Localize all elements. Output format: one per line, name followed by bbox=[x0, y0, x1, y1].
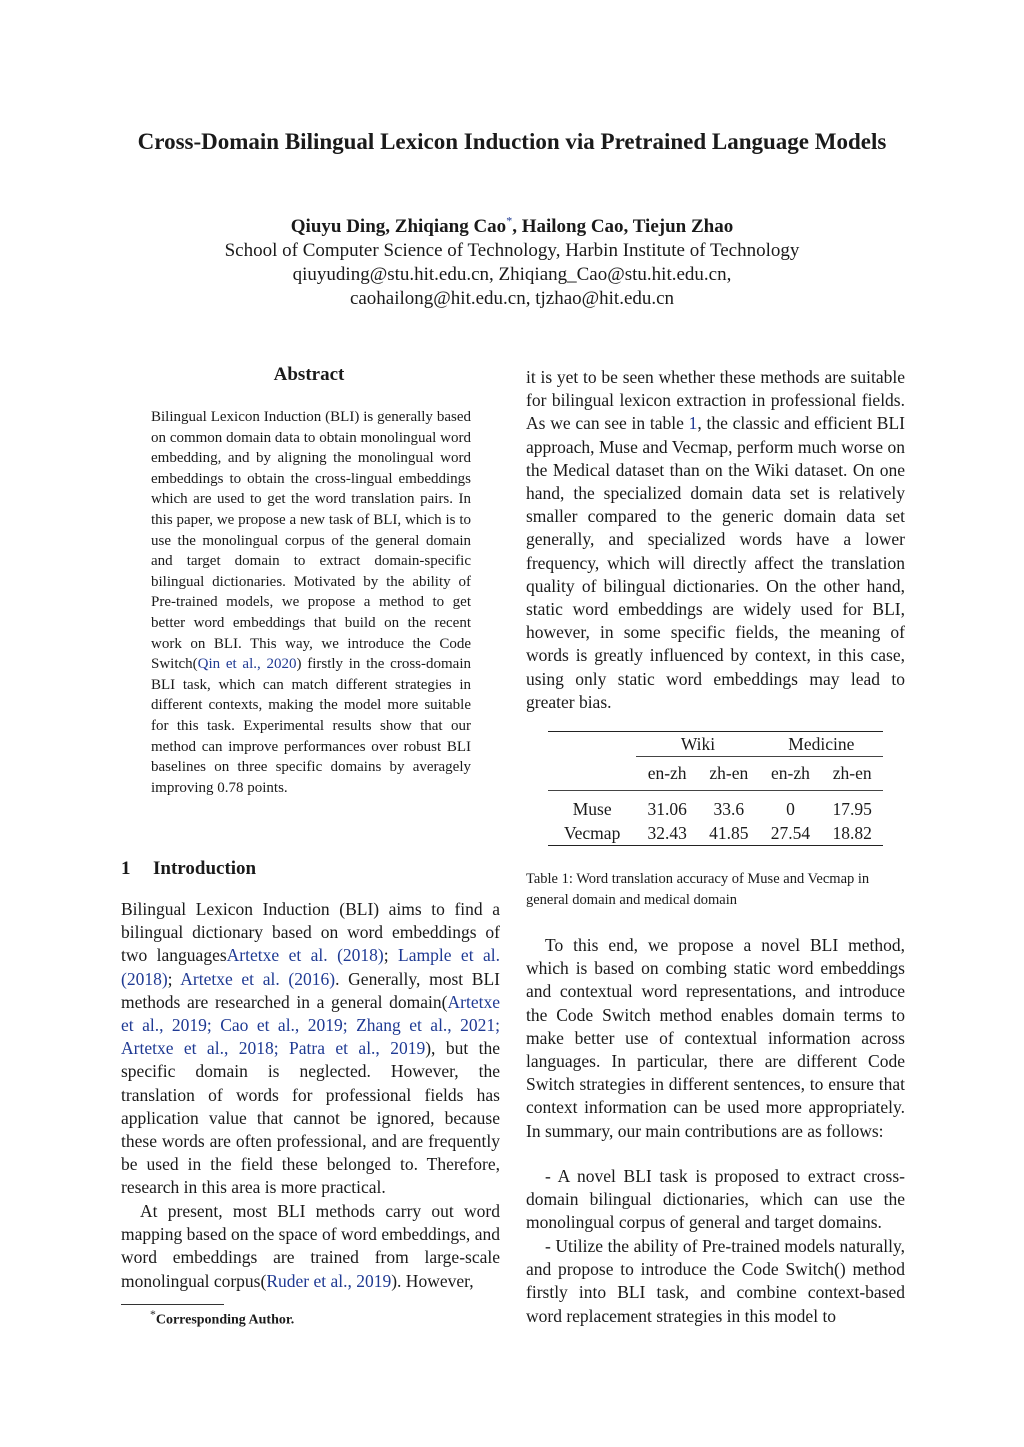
table-row bbox=[548, 791, 883, 822]
table-row-label: Muse bbox=[548, 791, 636, 822]
table-cell: 41.85 bbox=[698, 821, 760, 846]
citation-link[interactable]: Artetxe et al. (2018) bbox=[226, 945, 384, 966]
table-sub-header-row bbox=[548, 757, 883, 791]
intro-text: At present, most BLI methods carry out word mapping based on the space of word embeddings, and word embeddings are trained from large-scale monolingual corpus( bbox=[121, 1201, 500, 1291]
table-corner-cell bbox=[548, 732, 636, 757]
table-group-header: Wiki bbox=[636, 732, 759, 757]
footnote-divider bbox=[121, 1304, 224, 1305]
author-list: Qiuyu Ding, Zhiqiang Cao bbox=[290, 216, 507, 237]
author-names bbox=[100, 215, 924, 239]
table-sub-header: zh-en bbox=[698, 757, 760, 791]
intro-text: , the classic and efficient BLI approach, Muse and Vecmap, perform much worse on the Medical dataset than on the Wiki dataset. On one hand, the specialized domain data set is relatively smaller compared to the generic domain data set generally, and specialized words have a lower frequency, which will directly affect the translation quality of bilingual dictionaries. On the other hand, static word embeddings are widely used for BLI, however, in some specific fields, the meaning of words is greatly influenced by context, in this case, using only static word embeddings may lead to greater bias. bbox=[526, 413, 905, 712]
citation-link[interactable]: Artetxe et al., 2019; Cao et al., 2019; Zhang et al., 2021; Artetxe et al., 2018; Patra et al., 2019 bbox=[121, 991, 500, 1059]
results-table bbox=[548, 731, 883, 846]
intro-paragraph-1 bbox=[121, 898, 500, 1200]
intro-paragraph-4: To this end, we propose a novel BLI method, which is based on combing static word embeddings and contextual word representations, and introduce the Code Switch method enables domain terms to make better use of contextual information across languages. In particular, there are different Code Switch strategies in different sentences, to ensure that context information can be used more appropriately. In summary, our main contributions are as follows: bbox=[526, 935, 905, 1141]
contribution-item-2: - Utilize the ability of Pre-trained models naturally, and propose to introduce the Code Switch() method firstly into BLI task, and combine context-based word replacement strategies in this model to bbox=[526, 1236, 905, 1326]
corresponding-author-marker[interactable]: * bbox=[506, 213, 513, 228]
footnote-marker: * bbox=[150, 1308, 156, 1321]
author-block bbox=[100, 215, 924, 311]
table-cell: 0 bbox=[760, 791, 822, 822]
intro-paragraph-2 bbox=[121, 1200, 500, 1293]
table-cell: 27.54 bbox=[760, 821, 822, 846]
citation-link[interactable]: Artetxe et al. (2016) bbox=[180, 968, 336, 989]
section-title: Introduction bbox=[153, 858, 257, 879]
table-corner-cell bbox=[548, 757, 636, 791]
table-group-header: Medicine bbox=[760, 732, 883, 757]
table-cell: 33.6 bbox=[698, 791, 760, 822]
intro-text: ; bbox=[167, 968, 181, 989]
footnote bbox=[150, 1308, 294, 1329]
table-cell: 18.82 bbox=[821, 821, 883, 846]
abstract-text-b: ) firstly in the cross-domain BLI task, which can match different strategies in different contexts, making the model more suitable for this task. Experimental results show that our method can improve performances over robust BLI baselines on three specific domains by averagely improving 0.78 points. bbox=[151, 656, 471, 796]
section-heading bbox=[121, 858, 256, 880]
paper-title: Cross-Domain Bilingual Lexicon Induction via Pretrained Language Models bbox=[137, 129, 887, 154]
table-cell: 17.95 bbox=[821, 791, 883, 822]
intro-text: ). However, bbox=[391, 1270, 474, 1291]
table-reference-link[interactable]: 1 bbox=[688, 413, 698, 434]
table-sub-header: en-zh bbox=[760, 757, 822, 791]
abstract-body bbox=[151, 407, 471, 798]
table-sub-header: zh-en bbox=[821, 757, 883, 791]
abstract-heading: Abstract bbox=[273, 364, 345, 385]
intro-text: ), but the specific domain is neglected. However, the translation of words for professional fields has application value that cannot be ignored, because these words are often professional, and are frequently be used in the field these belonged to. Therefore, research in this area is more practical. bbox=[121, 1038, 500, 1198]
citation-link[interactable]: Ruder et al., 2019 bbox=[266, 1270, 392, 1291]
author-list-rest: , Hailong Cao, Tiejun Zhao bbox=[512, 216, 734, 237]
intro-text: . Generally, most BLI methods are researched in a general domain( bbox=[121, 968, 500, 1012]
table-caption: Table 1: Word translation accuracy of Muse and Vecmap in general domain and medical domain bbox=[526, 871, 870, 908]
author-emails-2: caohailong@hit.edu.cn, tjzhao@hit.edu.cn bbox=[349, 288, 675, 309]
table-cell: 32.43 bbox=[636, 821, 698, 846]
citation-link[interactable]: Qin et al., 2020 bbox=[197, 656, 297, 673]
citation-link[interactable]: Lample et al. (2018) bbox=[121, 945, 500, 989]
table-sub-header: en-zh bbox=[636, 757, 698, 791]
table-cell: 31.06 bbox=[636, 791, 698, 822]
intro-paragraph-3 bbox=[526, 366, 905, 714]
footnote-text: Corresponding Author. bbox=[155, 1312, 295, 1328]
table-group-header-row bbox=[548, 732, 883, 757]
abstract-text-a: Bilingual Lexicon Induction (BLI) is generally based on common domain data to obtain monolingual word embedding, and by aligning the monolingual word embeddings to obtain the cross-lingual embeddings which are used to get the word translation pairs. In this paper, we propose a new task of BLI, which is to use the monolingual corpus of the general domain and target domain to extract domain-specific bilingual dictionaries. Motivated by the ability of Pre-trained models, we propose a method to get better word embeddings that build on the recent work on BLI. This way, we introduce the Code Switch( bbox=[151, 409, 471, 673]
intro-text: ; bbox=[383, 945, 399, 966]
affiliation: School of Computer Science of Technology, Harbin Institute of Technology bbox=[224, 240, 800, 261]
table-row-label: Vecmap bbox=[548, 821, 636, 846]
intro-text: it is yet to be seen whether these methods are suitable for bilingual lexicon extraction in professional fields. As we can see in table bbox=[526, 367, 905, 434]
table-row bbox=[548, 821, 883, 846]
contribution-item-1: - A novel BLI task is proposed to extract cross-domain bilingual dictionaries, which can use the monolingual corpus of general and target domains. bbox=[526, 1166, 905, 1233]
intro-text: Bilingual Lexicon Induction (BLI) aims to find a bilingual dictionary based on word embeddings of two languages bbox=[121, 899, 500, 966]
author-emails-1: qiuyuding@stu.hit.edu.cn, Zhiqiang_Cao@stu.hit.edu.cn, bbox=[292, 264, 732, 285]
section-number: 1 bbox=[121, 858, 131, 879]
